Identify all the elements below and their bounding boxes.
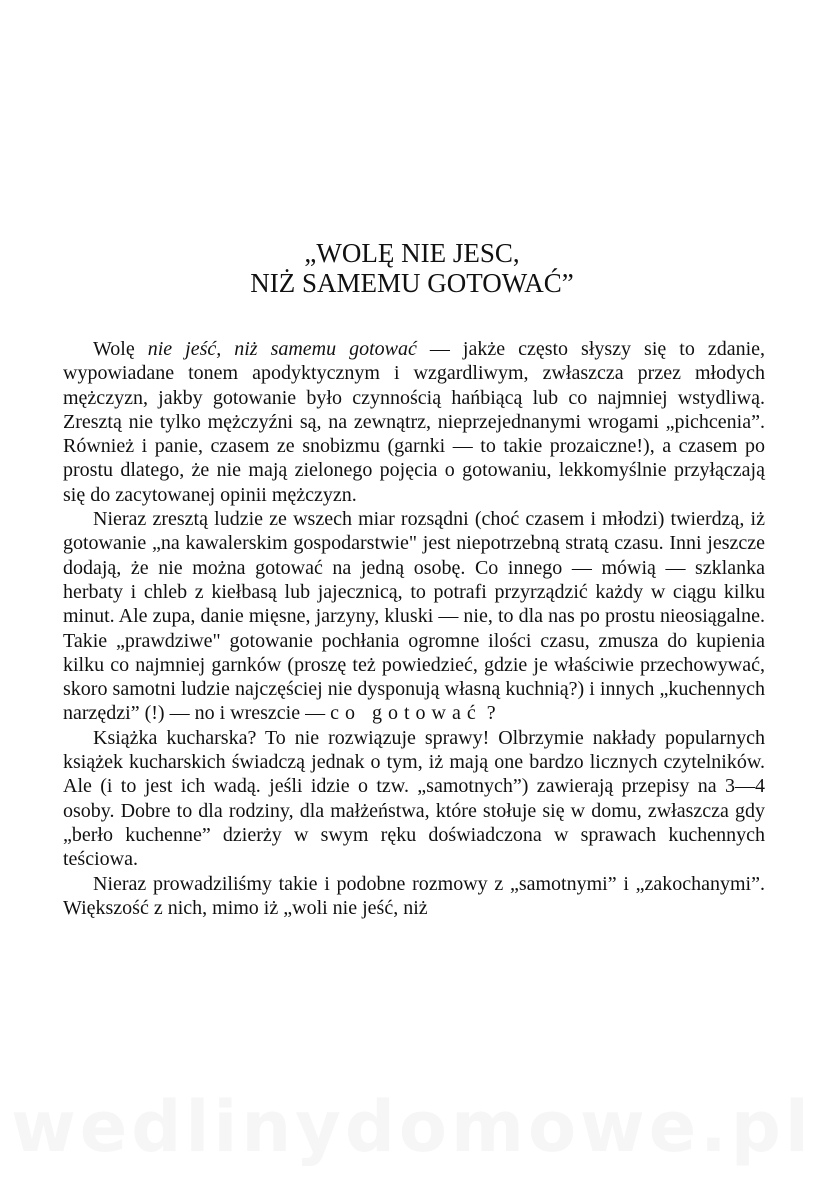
body-text	[63, 337, 765, 920]
paragraph-1-rest: — jakże często słyszy się to zdanie, wypowiadane tonem apodyktycznym i wzgardliwym, zwłaszcza przez młodych mężczyzn, jakby gotowanie było czynnością hańbiącą lub co najmniej wstydliwą. Zresztą nie tylko mężczyźni są, na zewnątrz, nieprzejednanymi wrogami „pichcenia”. Również i panie, czasem ze snobizmu (garnki — to takie prozaiczne!), a czasem po prostu dlatego, że nie mają zielonego pojęcia o gotowaniu, lekkomyślnie przyłączają się do zacytowanej opinii mężczyzn.	[63, 338, 766, 506]
paragraph-4	[63, 872, 765, 921]
paragraph-1-italic-quote: nie jeść, niż samemu gotować	[147, 338, 417, 360]
paragraph-3	[63, 726, 765, 872]
paragraph-3-text: Książka kucharska? To nie rozwiązuje sprawy! Olbrzymie nakłady popularnych książek kucharskich świadczą jednak o tym, iż mają one bardzo licznych czytelników. Ale (i to jest ich wadą. jeśli idzie o tzw. „samotnych”) zawierają przepisy na 3—4 osoby. Dobre to dla rodziny, dla małżeństwa, które stołuje się w domu, zwłaszcza gdy „berło kuchenne” dzierży w swym ręku doświadczona w sprawach kuchennych teściowa.	[63, 726, 765, 871]
paragraph-1	[63, 337, 765, 507]
chapter-title-line-2: NIŻ SAMEMU GOTOWAĆ”	[250, 268, 574, 298]
chapter-title	[0, 238, 824, 298]
paragraph-2-tail: ?	[486, 702, 496, 725]
paragraph-2-spaced-phrase: co gotować	[330, 702, 482, 725]
watermark: wedlinydomowe.pl	[11, 1086, 813, 1168]
paragraph-1-lead: Wolę	[93, 338, 148, 360]
chapter-title-line-1: „WOLĘ NIE JESC,	[304, 238, 520, 268]
paragraph-4-text: Nieraz prowadziliśmy takie i podobne rozmowy z „samotnymi” i „zakochanymi”. Większość z nich, mimo iż „woli nie jeść, niż	[63, 872, 765, 919]
paragraph-2-text: Nieraz zresztą ludzie ze wszech miar rozsądni (choć czasem i młodzi) twierdzą, iż gotowanie „na kawalerskim gospodarstwie" jest niepotrzebną stratą czasu. Inni jeszcze dodają, że nie można gotować na jedną osobę. Co innego — mówią — szklanka herbaty i chleb z kiełbasą lub jajecznicą, to potrafi przyrządzić każdy w ciągu kilku minut. Ale zupa, danie mięsne, jarzyny, kluski — nie, to dla nas po prostu nieosiągalne. Takie „prawdziwe" gotowanie pochłania ogromne ilości czasu, zmusza do kupienia kilku co najmniej garnków (proszę też powiedzieć, gdzie je właściwie przechowywać, skoro samotni ludzie najczęściej nie dysponują własną kuchnią?) i innych „kuchennych narzędzi” (!) — no i wreszcie —	[63, 508, 765, 725]
paragraph-2	[63, 507, 765, 726]
